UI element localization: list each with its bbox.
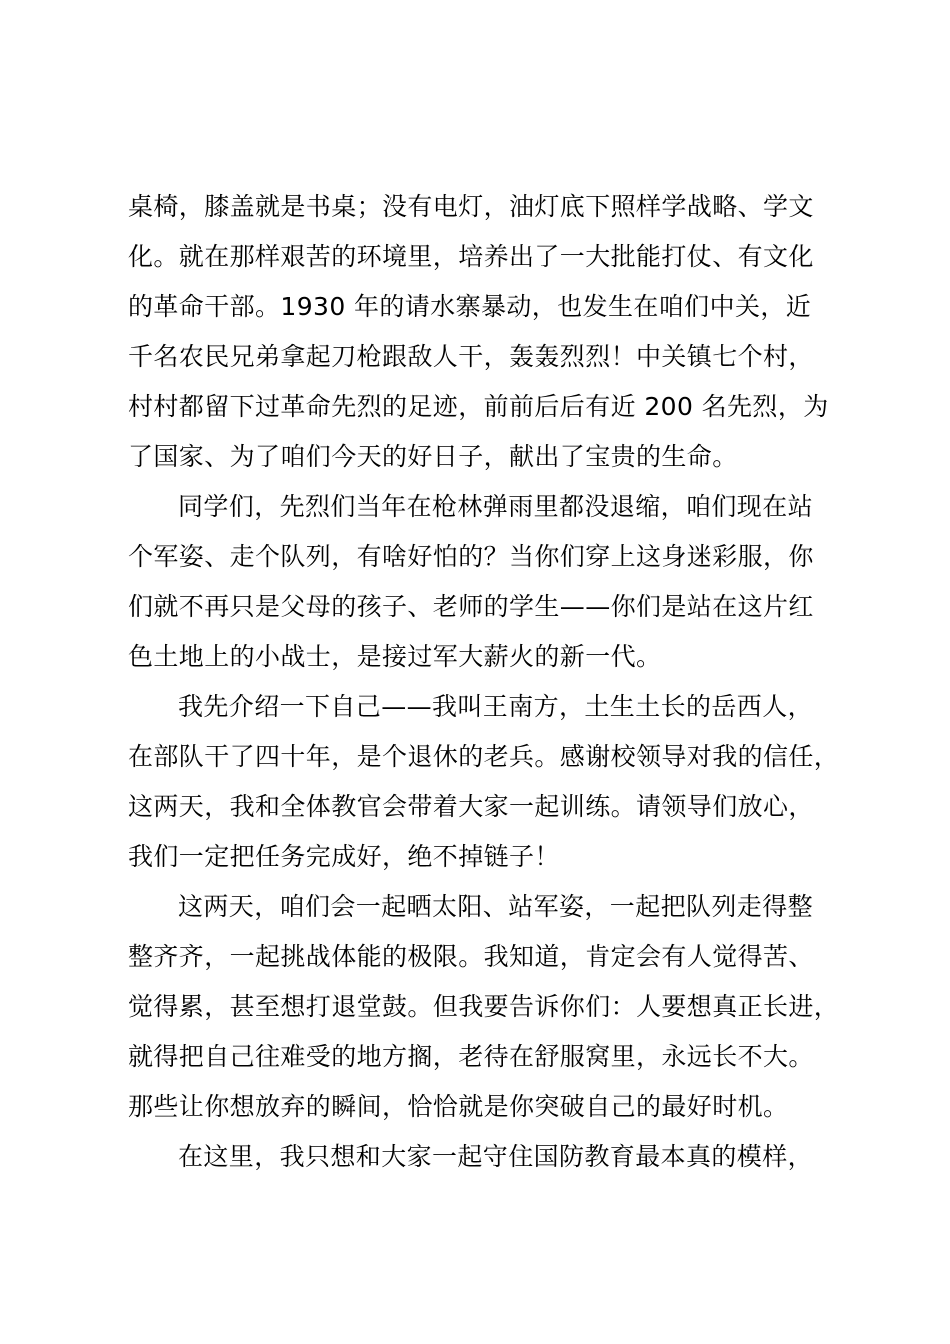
paragraph-start-line: 这两天，咱们会一起晒太阳、站军姿，一起把队列走得整 xyxy=(178,892,814,921)
text-line: 色土地上的小战士，是接过军大薪火的新一代。 xyxy=(128,642,662,671)
text-line: 我们一定把任务完成好，绝不掉链子！ xyxy=(128,842,560,871)
text-line: 化。就在那样艰苦的环境里，培养出了一大批能打仗、有文化 xyxy=(128,242,814,271)
text-line: 们就不再只是父母的孩子、老师的学生——你们是站在这片红 xyxy=(128,592,814,621)
text-line: 的革命干部。1930 年的请水寨暴动，也发生在咱们中关，近 xyxy=(128,292,812,321)
text-line: 这两天，我和全体教官会带着大家一起训练。请领导们放心， xyxy=(128,792,814,821)
text-line: 在部队干了四十年，是个退休的老兵。感谢校领导对我的信任， xyxy=(128,742,840,771)
text-line: 桌椅，膝盖就是书桌；没有电灯，油灯底下照样学战略、学文 xyxy=(128,192,814,221)
text-line: 就得把自己往难受的地方搁，老待在舒服窝里，永远长不大。 xyxy=(128,1042,814,1071)
body-text xyxy=(128,182,868,1182)
paragraph-start-line: 我先介绍一下自己——我叫王南方，土生土长的岳西人， xyxy=(178,692,814,721)
text-line: 千名农民兄弟拿起刀枪跟敌人干，轰轰烈烈！中关镇七个村， xyxy=(128,342,814,371)
text-line: 整齐齐，一起挑战体能的极限。我知道，肯定会有人觉得苦、 xyxy=(128,942,814,971)
paragraph-start-line: 在这里，我只想和大家一起守住国防教育最本真的模样， xyxy=(178,1142,814,1171)
text-line: 觉得累，甚至想打退堂鼓。但我要告诉你们：人要想真正长进， xyxy=(128,992,840,1021)
text-line: 了国家、为了咱们今天的好日子，献出了宝贵的生命。 xyxy=(128,442,738,471)
text-line: 那些让你想放弃的瞬间，恰恰就是你突破自己的最好时机。 xyxy=(128,1092,789,1121)
paragraph-start-line: 同学们，先烈们当年在枪林弹雨里都没退缩，咱们现在站 xyxy=(178,492,814,521)
text-line: 村村都留下过革命先烈的足迹，前前后后有近 200 名先烈，为 xyxy=(128,392,829,421)
text-line: 个军姿、走个队列，有啥好怕的？当你们穿上这身迷彩服，你 xyxy=(128,542,814,571)
